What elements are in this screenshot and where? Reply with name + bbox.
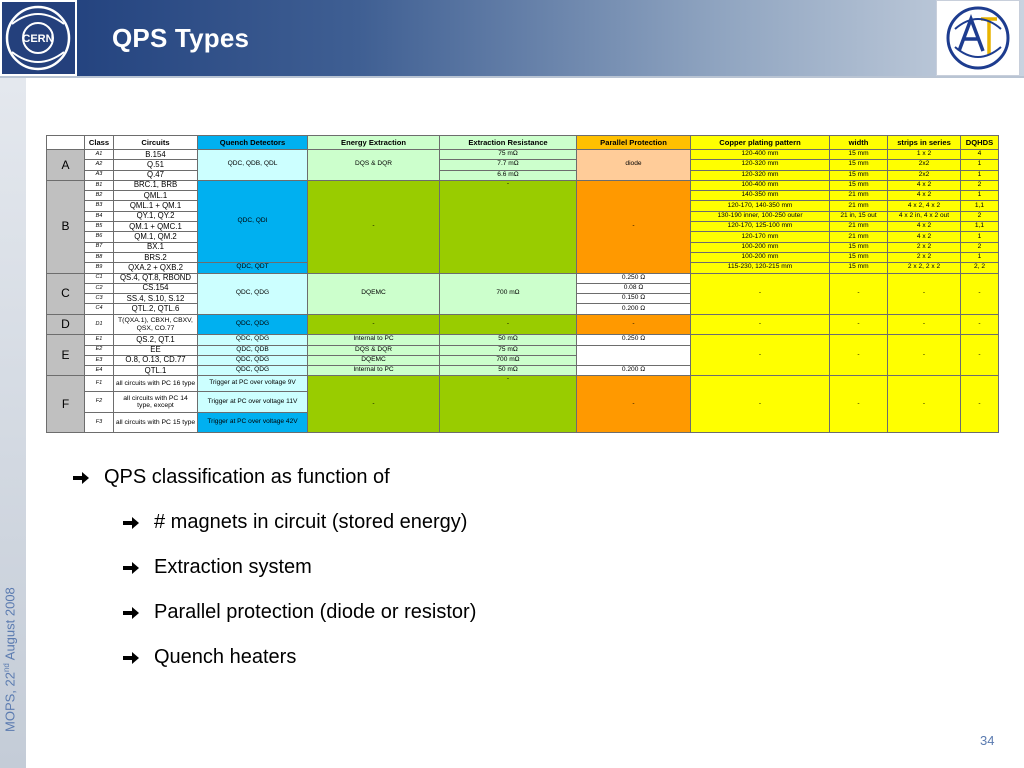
dqhds: 1 — [961, 160, 999, 170]
table-header-row — [47, 136, 999, 150]
copper-plating: 120-170 mm — [691, 232, 830, 242]
extraction-resistance: - — [440, 314, 577, 335]
subclass: B5 — [85, 222, 114, 232]
circuit: QTL.2, QTL.6 — [114, 304, 198, 314]
extraction-resistance: 50 mΩ — [440, 335, 577, 345]
parallel-protection: 0.08 Ω — [577, 283, 691, 293]
quench-detector: QDC, QDB, QDL — [198, 150, 308, 181]
parallel-protection: - — [577, 180, 691, 273]
dqhds: - — [961, 314, 999, 335]
circuit: all circuits with PC 16 type — [114, 376, 198, 392]
arrow-right-icon — [122, 516, 140, 530]
header-blank — [47, 136, 85, 150]
parallel-protection: - — [577, 376, 691, 433]
subclass: F1 — [85, 376, 114, 392]
subclass: A1 — [85, 150, 114, 160]
circuit: Q.47 — [114, 170, 198, 180]
quench-detector: QDC, QDG — [198, 355, 308, 365]
circuit: QS.4, QT.8, RBOND — [114, 273, 198, 283]
extraction-resistance: 50 mΩ — [440, 366, 577, 376]
circuit: O.8, O.13, CD.77 — [114, 355, 198, 365]
quench-detector: QDC, QDG — [198, 366, 308, 376]
strips: 4 x 2 — [888, 222, 961, 232]
subclass: B7 — [85, 242, 114, 252]
width: 15 mm — [830, 160, 888, 170]
circuit: QML.1 — [114, 191, 198, 201]
at-logo — [936, 0, 1020, 76]
table-row — [47, 314, 999, 335]
circuit: BRS.2 — [114, 252, 198, 262]
parallel-protection: 0.150 Ω — [577, 294, 691, 304]
strips: 2 x 2, 2 x 2 — [888, 263, 961, 273]
copper-plating: 100-200 mm — [691, 252, 830, 262]
copper-plating: 120-400 mm — [691, 150, 830, 160]
class-label: E — [47, 335, 85, 376]
extraction-resistance: 6.6 mΩ — [440, 170, 577, 180]
dqhds: - — [961, 335, 999, 376]
class-label: F — [47, 376, 85, 433]
quench-detector: QDC, QDG — [198, 335, 308, 345]
quench-detector: Trigger at PC over voltage 11V — [198, 392, 308, 413]
extraction-resistance: 700 mΩ — [440, 355, 577, 365]
arrow-right-icon — [72, 471, 90, 485]
subclass: C1 — [85, 273, 114, 283]
copper-plating: 120-170, 125-100 mm — [691, 222, 830, 232]
header-extraction-resistance: Extraction Resistance — [440, 136, 577, 150]
arrow-right-icon — [122, 561, 140, 575]
bullet-text: Parallel protection (diode or resistor) — [154, 601, 477, 623]
header-width: width — [830, 136, 888, 150]
copper-plating: 130-190 inner, 100-250 outer — [691, 211, 830, 221]
extraction-resistance: - — [440, 376, 577, 433]
circuit: EE — [114, 345, 198, 355]
subclass: B6 — [85, 232, 114, 242]
class-label: C — [47, 273, 85, 314]
circuit: QXA.2 + QXB.2 — [114, 263, 198, 273]
width: 15 mm — [830, 252, 888, 262]
copper-plating: 115-230, 120-215 mm — [691, 263, 830, 273]
energy-extraction: - — [308, 376, 440, 433]
copper-plating: 100-200 mm — [691, 242, 830, 252]
subclass: C4 — [85, 304, 114, 314]
header-energy-extraction: Energy Extraction — [308, 136, 440, 150]
energy-extraction: Internal to PC — [308, 366, 440, 376]
parallel-protection: diode — [577, 150, 691, 181]
strips: 1 x 2 — [888, 150, 961, 160]
energy-extraction: DQS & DQR — [308, 345, 440, 355]
strips: 4 x 2 — [888, 191, 961, 201]
circuit: B.154 — [114, 150, 198, 160]
circuit: QS.2, QT.1 — [114, 335, 198, 345]
energy-extraction: - — [308, 180, 440, 273]
class-label: D — [47, 314, 85, 335]
extraction-resistance: 700 mΩ — [440, 273, 577, 314]
arrow-right-icon — [122, 651, 140, 665]
bullet-sub — [122, 646, 296, 669]
subclass: B4 — [85, 211, 114, 221]
circuit: BRC.1, BRB — [114, 180, 198, 190]
width: - — [830, 314, 888, 335]
table-row — [47, 180, 999, 190]
arrow-right-icon — [122, 606, 140, 620]
subclass: A3 — [85, 170, 114, 180]
quench-detector: QDC, QDI — [198, 180, 308, 262]
circuit: QM.1, QM.2 — [114, 232, 198, 242]
quench-detector: QDC, QDB — [198, 345, 308, 355]
table-row — [47, 160, 999, 170]
table-row — [47, 273, 999, 283]
header-copper-plating: Copper plating pattern — [691, 136, 830, 150]
header-dqhds: DQHDS — [961, 136, 999, 150]
slide-title: QPS Types — [112, 23, 250, 53]
strips: - — [888, 273, 961, 314]
extraction-resistance: 7.7 mΩ — [440, 160, 577, 170]
energy-extraction: Internal to PC — [308, 335, 440, 345]
dqhds: 2 — [961, 242, 999, 252]
bullet-text: Quench heaters — [154, 646, 297, 668]
dqhds: 1,1 — [961, 201, 999, 211]
copper-plating: 120-170, 140-350 mm — [691, 201, 830, 211]
copper-plating: - — [691, 335, 830, 376]
parallel-protection: 0.250 Ω — [577, 273, 691, 283]
strips: 2x2 — [888, 160, 961, 170]
extraction-resistance: - — [440, 180, 577, 273]
header-parallel-protection: Parallel Protection — [577, 136, 691, 150]
strips: 2 x 2 — [888, 252, 961, 262]
width: 15 mm — [830, 242, 888, 252]
qps-types-table — [46, 135, 999, 433]
copper-plating: 120-320 mm — [691, 170, 830, 180]
subclass: E4 — [85, 366, 114, 376]
subclass: F2 — [85, 392, 114, 413]
circuit: SS.4, S.10, S.12 — [114, 294, 198, 304]
quench-detector: QDC, QDT — [198, 263, 308, 273]
page-number: 34 — [980, 733, 995, 748]
circuit: all circuits with PC 15 type — [114, 412, 198, 433]
quench-detector: Trigger at PC over voltage 42V — [198, 412, 308, 433]
subclass: B2 — [85, 191, 114, 201]
strips: 4 x 2 in, 4 x 2 out — [888, 211, 961, 221]
dqhds: 1 — [961, 232, 999, 242]
bullet-sub — [122, 601, 476, 624]
circuit: QML.1 + QM.1 — [114, 201, 198, 211]
header-bar — [0, 0, 1024, 78]
bullet-text: QPS classification as function of — [104, 466, 390, 488]
quench-detector: Trigger at PC over voltage 9V — [198, 376, 308, 392]
header-class: Class — [85, 136, 114, 150]
dqhds: 4 — [961, 150, 999, 160]
subclass: D1 — [85, 314, 114, 335]
energy-extraction: DQS & DQR — [308, 150, 440, 181]
bullet-sub — [122, 556, 312, 579]
circuit: all circuits with PC 14 type, except — [114, 392, 198, 413]
bullet-main — [72, 466, 390, 489]
dqhds: 2, 2 — [961, 263, 999, 273]
circuit: BX.1 — [114, 242, 198, 252]
table-row — [47, 335, 999, 345]
cern-logo — [0, 0, 77, 76]
dqhds: 1,1 — [961, 222, 999, 232]
subclass: F3 — [85, 412, 114, 433]
dqhds: 1 — [961, 252, 999, 262]
width: - — [830, 376, 888, 433]
copper-plating: - — [691, 273, 830, 314]
dqhds: - — [961, 376, 999, 433]
strips: 2 x 2 — [888, 242, 961, 252]
subclass: E3 — [85, 355, 114, 365]
parallel-protection-empty — [577, 345, 691, 366]
class-label: A — [47, 150, 85, 181]
svg-text:CERN: CERN — [22, 33, 54, 45]
dqhds: 1 — [961, 170, 999, 180]
circuit: Q.51 — [114, 160, 198, 170]
bullet-text: # magnets in circuit (stored energy) — [154, 511, 468, 533]
width: 21 mm — [830, 191, 888, 201]
width: 21 mm — [830, 201, 888, 211]
table-row — [47, 376, 999, 392]
strips: 2x2 — [888, 170, 961, 180]
circuit: T(QXA.1), CBXH, CBXV, QSX, CO.77 — [114, 314, 198, 335]
subclass: B9 — [85, 263, 114, 273]
width: 21 in, 15 out — [830, 211, 888, 221]
circuit: CS.154 — [114, 283, 198, 293]
table-row — [47, 170, 999, 180]
header-circuits: Circuits — [114, 136, 198, 150]
dqhds: 2 — [961, 211, 999, 221]
circuit: QTL.1 — [114, 366, 198, 376]
header-quench-detectors: Quench Detectors — [198, 136, 308, 150]
parallel-protection: 0.250 Ω — [577, 335, 691, 345]
width: 15 mm — [830, 150, 888, 160]
width: 21 mm — [830, 232, 888, 242]
parallel-protection: 0.200 Ω — [577, 304, 691, 314]
subclass: E1 — [85, 335, 114, 345]
subclass: C3 — [85, 294, 114, 304]
parallel-protection: 0.200 Ω — [577, 366, 691, 376]
copper-plating: - — [691, 314, 830, 335]
dqhds: 1 — [961, 191, 999, 201]
width: 15 mm — [830, 263, 888, 273]
energy-extraction: DQEMC — [308, 273, 440, 314]
circuit: QY.1, QY.2 — [114, 211, 198, 221]
strips: - — [888, 314, 961, 335]
class-label: B — [47, 180, 85, 273]
subclass: B1 — [85, 180, 114, 190]
footer-date: MOPS, 22nd August 2008 — [2, 587, 18, 732]
bullet-text: Extraction system — [154, 556, 312, 578]
copper-plating: - — [691, 376, 830, 433]
extraction-resistance: 75 mΩ — [440, 345, 577, 355]
strips: - — [888, 335, 961, 376]
dqhds: 2 — [961, 180, 999, 190]
subclass: B8 — [85, 252, 114, 262]
extraction-resistance: 75 mΩ — [440, 150, 577, 160]
strips: - — [888, 376, 961, 433]
header-strips: strips in series — [888, 136, 961, 150]
quench-detector: QDC, QDG — [198, 314, 308, 335]
copper-plating: 100-400 mm — [691, 180, 830, 190]
bullet-sub — [122, 511, 467, 534]
dqhds: - — [961, 273, 999, 314]
width: - — [830, 335, 888, 376]
energy-extraction: - — [308, 314, 440, 335]
circuit: QM.1 + QMC.1 — [114, 222, 198, 232]
width: 21 mm — [830, 222, 888, 232]
table-row — [47, 150, 999, 160]
strips: 4 x 2 — [888, 180, 961, 190]
energy-extraction: DQEMC — [308, 355, 440, 365]
copper-plating: 140-350 mm — [691, 191, 830, 201]
width: - — [830, 273, 888, 314]
subclass: B3 — [85, 201, 114, 211]
parallel-protection: - — [577, 314, 691, 335]
subclass: A2 — [85, 160, 114, 170]
width: 15 mm — [830, 180, 888, 190]
width: 15 mm — [830, 170, 888, 180]
quench-detector: QDC, QDG — [198, 273, 308, 314]
strips: 4 x 2 — [888, 232, 961, 242]
subclass: E2 — [85, 345, 114, 355]
subclass: C2 — [85, 283, 114, 293]
strips: 4 x 2, 4 x 2 — [888, 201, 961, 211]
copper-plating: 120-320 mm — [691, 160, 830, 170]
